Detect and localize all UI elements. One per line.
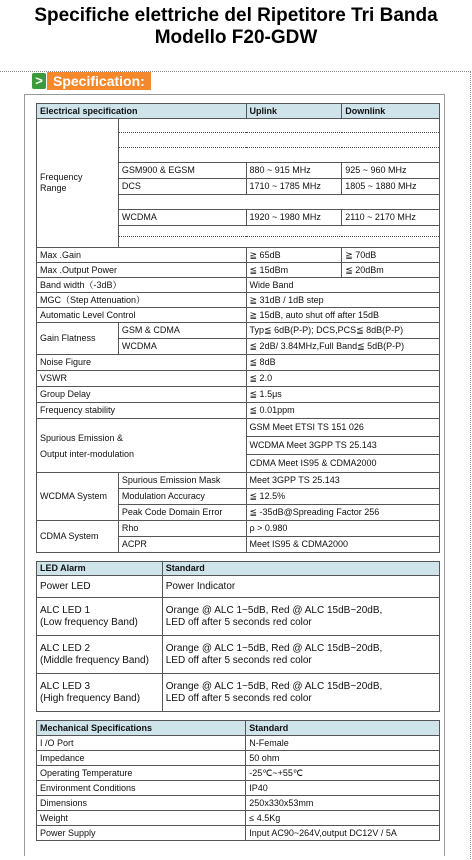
mech-name: Weight	[37, 811, 246, 826]
specification-header	[32, 71, 151, 91]
column-header: Downlink	[342, 104, 440, 119]
led-name-line: ALC LED 3	[40, 680, 91, 692]
frequency-range-label	[37, 119, 119, 248]
table-row	[37, 811, 440, 826]
mech-value: -25℃~+55℃	[246, 766, 440, 781]
column-header: Mechanical Specifications	[37, 721, 246, 736]
row-value: Typ≦ 6dB(P-P); DCS,PCS≦ 8dB(P-P)	[246, 323, 439, 339]
empty-cell	[118, 237, 439, 248]
page-title-line-2: Modello F20-GDW	[154, 27, 318, 48]
led-name-line: ALC LED 1	[40, 604, 91, 616]
row-value: ≧ 31dB / 1dB step	[246, 293, 439, 308]
mech-value: N-Female	[246, 736, 440, 751]
led-standard-line: Orange @ ALC 1~5dB, Red @ ALC 15dB~20dB,	[165, 642, 383, 654]
uplink-value: ≧ 65dB	[246, 248, 342, 263]
row-value: Meet IS95 & CDMA2000	[246, 537, 439, 553]
table-row	[37, 355, 440, 371]
table-row	[37, 766, 440, 781]
table-row	[37, 521, 440, 537]
row-label: Max .Output Power	[37, 263, 247, 278]
table-header-row	[37, 562, 440, 576]
mech-value: Input AC90~264V,output DC12V / 5A	[246, 826, 440, 841]
led-alarm-table	[36, 561, 440, 712]
table-row	[37, 473, 440, 489]
row-label: Noise Figure	[37, 355, 247, 371]
row-label: Spurious Emission &	[40, 432, 124, 443]
sub-label: GSM & CDMA	[118, 323, 246, 339]
mech-name: Operating Temperature	[37, 766, 246, 781]
mech-name: I /O Port	[37, 736, 246, 751]
row-value: ≦ -35dB@Spreading Factor 256	[246, 505, 439, 521]
empty-cell	[118, 133, 439, 148]
sub-label: ACPR	[118, 537, 246, 553]
band-name: DCS	[118, 179, 246, 195]
table-row	[37, 403, 440, 419]
electrical-spec-table	[36, 103, 440, 553]
mech-name: Environment Conditions	[37, 781, 246, 796]
column-header: Uplink	[246, 104, 342, 119]
led-name	[37, 598, 163, 636]
empty-cell	[118, 148, 439, 163]
led-standard-line: Power Indicator	[165, 580, 236, 592]
column-header: Standard	[246, 721, 440, 736]
row-label: WCDMA System	[37, 473, 119, 521]
downlink-value: 925 ~ 960 MHz	[342, 163, 440, 179]
row-value: ≦ 0.01ppm	[246, 403, 439, 419]
table-row	[37, 598, 440, 636]
led-standard	[162, 636, 439, 674]
table-row	[37, 636, 440, 674]
sub-label: WCDMA	[118, 339, 246, 355]
sub-label: Peak Code Domain Error	[118, 505, 246, 521]
mechanical-spec-table	[36, 720, 440, 841]
led-standard-line: Orange @ ALC 1~5dB, Red @ ALC 15dB~20dB,	[165, 680, 383, 692]
row-value: ρ > 0.980	[246, 521, 439, 537]
table-row	[37, 674, 440, 712]
led-standard-line: LED off after 5 seconds red color	[165, 692, 312, 704]
led-standard-line: Orange @ ALC 1~5dB, Red @ ALC 15dB~20dB,	[165, 604, 383, 616]
sub-label: Modulation Accuracy	[118, 489, 246, 505]
table-row	[37, 278, 440, 293]
mech-value: IP40	[246, 781, 440, 796]
row-value: ≧ 15dB, auto shut off after 15dB	[246, 308, 439, 323]
table-row	[37, 419, 440, 437]
table-row	[37, 576, 440, 598]
row-label: Range	[40, 183, 67, 193]
led-name-line: ALC LED 2	[40, 642, 91, 654]
led-name	[37, 636, 163, 674]
table-row	[37, 371, 440, 387]
band-name: WCDMA	[118, 210, 246, 226]
row-label: MGC（Step Attenuation）	[37, 293, 247, 308]
led-name	[37, 674, 163, 712]
led-standard	[162, 674, 439, 712]
page-title-line-1: Specifiche elettriche del Ripetitore Tri Banda	[34, 5, 438, 26]
downlink-value: ≧ 70dB	[342, 248, 440, 263]
table-header-row	[37, 721, 440, 736]
column-header: Standard	[162, 562, 439, 576]
table-row	[37, 781, 440, 796]
row-value: CDMA Meet IS95 & CDMA2000	[246, 455, 439, 473]
row-value: ≦ 2.0	[246, 371, 439, 387]
page-title	[0, 5, 472, 49]
band-name: GSM900 & EGSM	[118, 163, 246, 179]
empty-cell	[118, 195, 439, 210]
mech-name: Dimensions	[37, 796, 246, 811]
led-standard-line: LED off after 5 seconds red color	[165, 616, 312, 628]
row-value: ≦ 2dB/ 3.84MHz,Full Band≦ 5dB(P-P)	[246, 339, 439, 355]
row-value: Wide Band	[246, 278, 439, 293]
downlink-value: 1805 ~ 1880 MHz	[342, 179, 440, 195]
row-value: WCDMA Meet 3GPP TS 25.143	[246, 437, 439, 455]
row-value: ≦ 8dB	[246, 355, 439, 371]
row-label: VSWR	[37, 371, 247, 387]
row-label: Max .Gain	[37, 248, 247, 263]
row-label: Automatic Level Control	[37, 308, 247, 323]
table-row	[37, 323, 440, 339]
led-name-line: Power LED	[40, 580, 91, 592]
row-value: Meet 3GPP TS 25.143	[246, 473, 439, 489]
table-row	[37, 796, 440, 811]
table-row	[37, 119, 440, 133]
uplink-value: ≦ 15dBm	[246, 263, 342, 278]
led-name-line: (High frequency Band)	[40, 692, 141, 704]
led-standard-line: LED off after 5 seconds red color	[165, 654, 312, 666]
downlink-value: ≦ 20dBm	[342, 263, 440, 278]
empty-cell	[118, 226, 439, 237]
row-label: Output inter-modulation	[40, 448, 135, 459]
row-label: Gain Flatness	[37, 323, 119, 355]
table-row	[37, 826, 440, 841]
led-name	[37, 576, 163, 598]
spurious-label	[37, 419, 247, 473]
uplink-value: 880 ~ 915 MHz	[246, 163, 342, 179]
table-row	[37, 736, 440, 751]
empty-cell	[118, 119, 439, 133]
uplink-value: 1920 ~ 1980 MHz	[246, 210, 342, 226]
chevron-right-icon: >	[32, 73, 46, 89]
column-header: Electrical specification	[37, 104, 247, 119]
led-standard	[162, 598, 439, 636]
led-name-line: (Low frequency Band)	[40, 616, 138, 628]
sub-label: Rho	[118, 521, 246, 537]
row-value: ≦ 12.5%	[246, 489, 439, 505]
table-row	[37, 263, 440, 278]
row-label: Band width（-3dB）	[37, 278, 247, 293]
table-header-row	[37, 104, 440, 119]
row-label: Frequency	[40, 172, 83, 182]
mech-name: Power Supply	[37, 826, 246, 841]
led-name-line: (Middle frequency Band)	[40, 654, 149, 666]
sub-label: Spurious Emission Mask	[118, 473, 246, 489]
mech-name: Impedance	[37, 751, 246, 766]
row-value: GSM Meet ETSI TS 151 026	[246, 419, 439, 437]
row-label: Group Delay	[37, 387, 247, 403]
led-standard	[162, 576, 439, 598]
mech-value: ≤ 4.5Kg	[246, 811, 440, 826]
specification-label: Specification:	[47, 72, 151, 90]
mech-value: 50 ohm	[246, 751, 440, 766]
uplink-value: 1710 ~ 1785 MHz	[246, 179, 342, 195]
row-label: Frequency stability	[37, 403, 247, 419]
table-row	[37, 751, 440, 766]
row-label: CDMA System	[37, 521, 119, 553]
table-row	[37, 248, 440, 263]
table-row	[37, 387, 440, 403]
row-value: ≦ 1.5μs	[246, 387, 439, 403]
table-row	[37, 308, 440, 323]
downlink-value: 2110 ~ 2170 MHz	[342, 210, 440, 226]
column-header: LED Alarm	[37, 562, 163, 576]
mech-value: 250x330x53mm	[246, 796, 440, 811]
table-row	[37, 293, 440, 308]
